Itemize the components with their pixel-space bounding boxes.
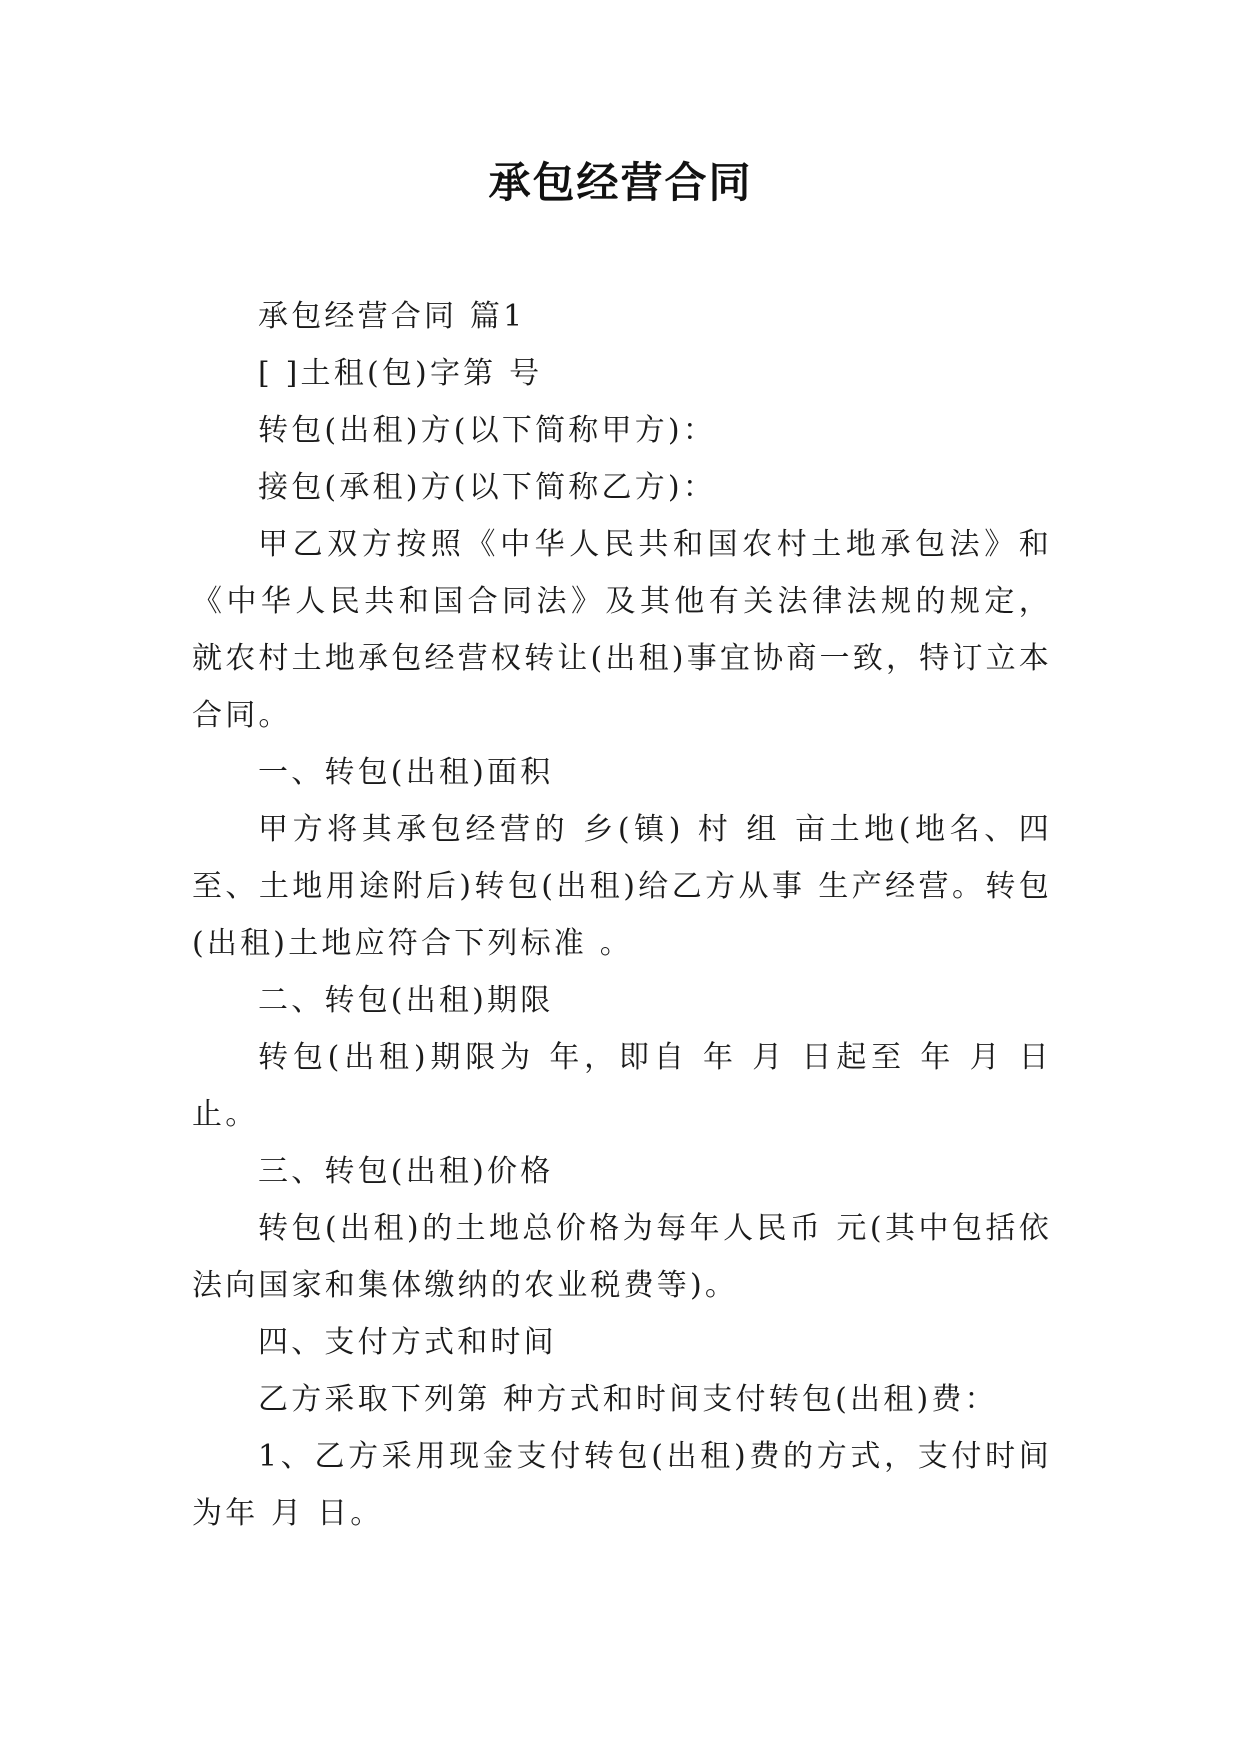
party-b-line: 接包(承租)方(以下简称乙方)： [258, 470, 717, 505]
clause-heading: 三、转包(出租)价格 [258, 1154, 554, 1189]
clause-heading: 二、转包(出租)期限 [258, 983, 554, 1018]
document-body [192, 288, 1052, 1542]
clause-paragraph: 转包(出租)的土地总价格为每年人民币 元(其中包括依法向国家和集体缴纳的农业税费等)。 [192, 1211, 1052, 1303]
section-heading: 承包经营合同 篇1 [258, 299, 526, 334]
clause-paragraph: 甲方将其承包经营的 乡(镇) 村 组 亩土地(地名、四至、土地用途附后)转包(出租)给乙方从事 生产经营。转包(出租)土地应符合下列标准 。 [192, 812, 1052, 961]
clause-paragraph: 1、乙方采用现金支付转包(出租)费的方式，支付时间为年 月 日。 [192, 1439, 1052, 1531]
clause-heading: 四、支付方式和时间 [258, 1325, 557, 1360]
clause-paragraph: 乙方采取下列第 种方式和时间支付转包(出租)费： [258, 1382, 998, 1417]
party-a-line: 转包(出租)方(以下简称甲方)： [258, 413, 717, 448]
clause-heading: 一、转包(出租)面积 [258, 755, 554, 790]
document-title: 承包经营合同 [488, 158, 753, 207]
preamble-paragraph: 甲乙双方按照《中华人民共和国农村土地承包法》和《中华人民共和国合同法》及其他有关法律法规的规定，就农村土地承包经营权转让(出租)事宜协商一致，特订立本合同。 [192, 527, 1052, 733]
contract-number-line: [ ]土租(包)字第 号 [258, 356, 543, 391]
clause-paragraph: 转包(出租)期限为 年，即自 年 月 日起至 年 月 日止。 [192, 1040, 1052, 1132]
